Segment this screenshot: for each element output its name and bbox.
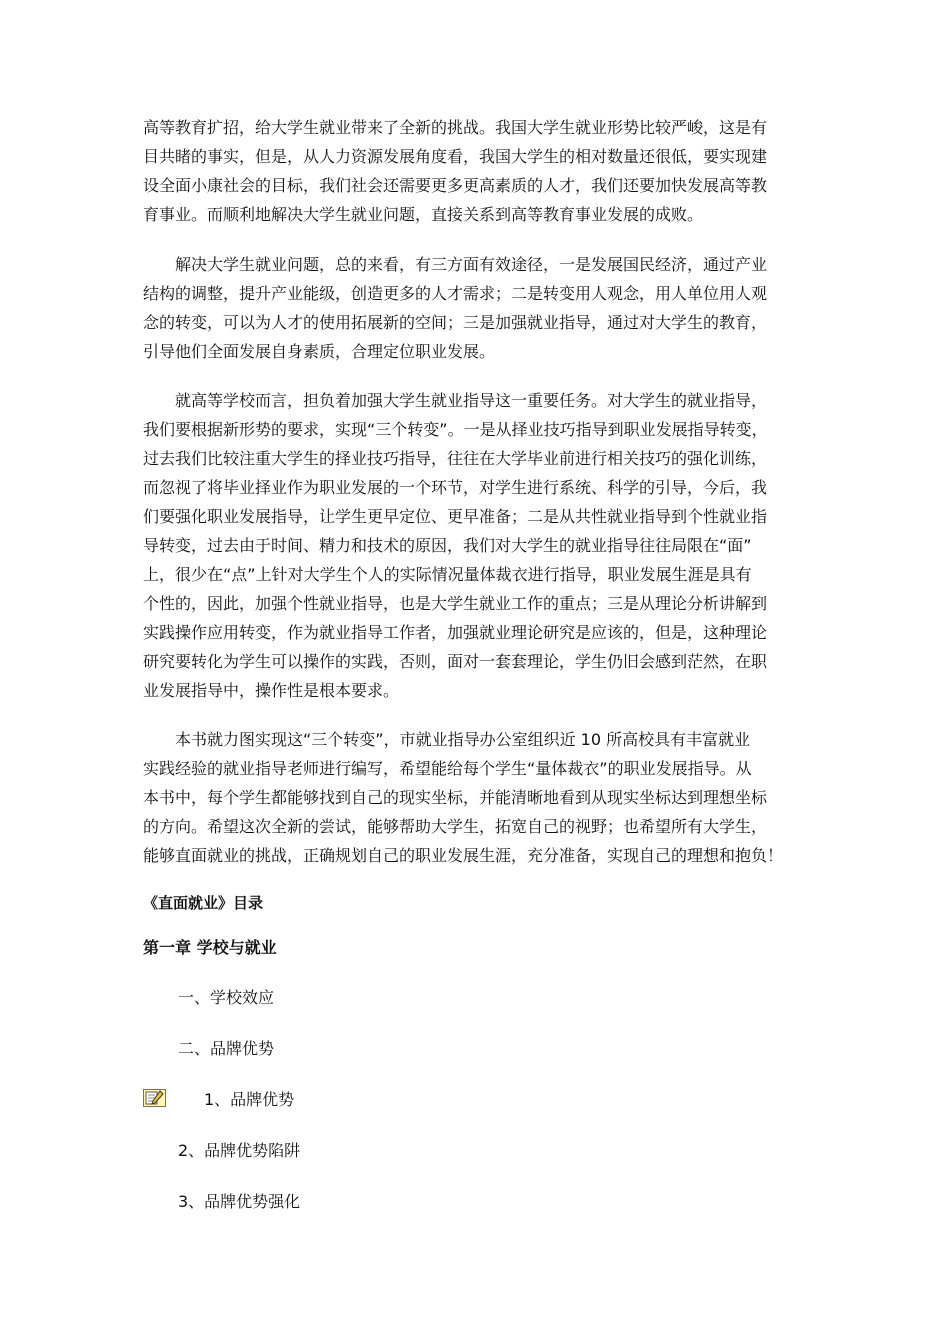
toc-item: 一、学校效应 xyxy=(178,988,275,1007)
paragraph-intro xyxy=(143,113,808,229)
text-line: 的方向。希望这次全新的尝试，能够帮助大学生，拓宽自己的视野；也希望所有大学生， xyxy=(143,817,768,836)
text-line: 实践经验的就业指导老师进行编写，希望能给每个学生“量体裁衣”的职业发展指导。从 xyxy=(143,759,752,778)
text-line: 们要强化职业发展指导，让学生更早定位、更早准备；二是从共性就业指导到个性就业指 xyxy=(143,507,768,526)
paragraph-solutions xyxy=(143,250,808,366)
text-line: 设全面小康社会的目标，我们社会还需要更多更高素质的人才，我们还要加快发展高等教 xyxy=(143,176,768,195)
toc-item: 1、品牌优势 xyxy=(204,1090,295,1109)
text-line: 结构的调整，提升产业能级，创造更多的人才需求；二是转变用人观念，用人单位用人观 xyxy=(143,284,768,303)
text-line: 能够直面就业的挑战，正确规划自己的职业发展生涯，充分准备，实现自己的理想和抱负！ xyxy=(143,846,784,865)
paragraph-book-purpose xyxy=(143,725,808,870)
chapter-heading: 第一章 学校与就业 xyxy=(143,938,277,957)
note-pencil-icon[interactable] xyxy=(143,1089,166,1107)
text-line: 过去我们比较注重大学生的择业技巧指导，往往在大学毕业前进行相关技巧的强化训练， xyxy=(143,449,768,468)
text-line: 实践操作应用转变，作为就业指导工作者，加强就业理论研究是应该的，但是，这种理论 xyxy=(143,623,768,642)
text-line: 念的转变，可以为人才的使用拓展新的空间；三是加强就业指导，通过对大学生的教育， xyxy=(143,313,768,332)
toc-item: 3、品牌优势强化 xyxy=(178,1192,301,1211)
text-line: 导转变，过去由于时间、精力和技术的原因，我们对大学生的就业指导往往局限在“面” xyxy=(143,536,752,555)
paragraph-three-changes xyxy=(143,386,808,705)
text-line: 业发展指导中，操作性是根本要求。 xyxy=(143,681,400,700)
text-line: 高等教育扩招，给大学生就业带来了全新的挑战。我国大学生就业形势比较严峻，这是有 xyxy=(143,118,768,137)
text-line: 本书就力图实现这“三个转变”，市就业指导办公室组织近 10 所高校具有丰富就业 xyxy=(143,730,751,749)
text-line: 目共睹的事实，但是，从人力资源发展角度看，我国大学生的相对数量还很低，要实现建 xyxy=(143,147,768,166)
text-line: 上，很少在“点”上针对大学生个人的实际情况量体裁衣进行指导，职业发展生涯是具有 xyxy=(143,565,752,584)
text-line: 引导他们全面发展自身素质，合理定位职业发展。 xyxy=(143,342,496,361)
text-line: 我们要根据新形势的要求，实现“三个转变”。一是从择业技巧指导到职业发展指导转变， xyxy=(143,420,768,439)
text-line: 本书中，每个学生都能够找到自己的现实坐标，并能清晰地看到从现实坐标达到理想坐标 xyxy=(143,788,768,807)
text-line: 个性的，因此，加强个性就业指导，也是大学生就业工作的重点；三是从理论分析讲解到 xyxy=(143,594,768,613)
toc-title: 《直面就业》目录 xyxy=(143,894,264,912)
toc-item: 2、品牌优势陷阱 xyxy=(178,1141,301,1160)
text-line: 研究要转化为学生可以操作的实践，否则，面对一套套理论，学生仍旧会感到茫然，在职 xyxy=(143,652,768,671)
text-line: 解决大学生就业问题，总的来看，有三方面有效途径，一是发展国民经济，通过产业 xyxy=(143,255,768,274)
toc-item: 二、品牌优势 xyxy=(178,1039,275,1058)
text-line: 就高等学校而言，担负着加强大学生就业指导这一重要任务。对大学生的就业指导， xyxy=(143,391,768,410)
text-line: 而忽视了将毕业择业作为职业发展的一个环节，对学生进行系统、科学的引导，今后，我 xyxy=(143,478,768,497)
text-line: 育事业。而顺利地解决大学生就业问题，直接关系到高等教育事业发展的成败。 xyxy=(143,205,704,224)
